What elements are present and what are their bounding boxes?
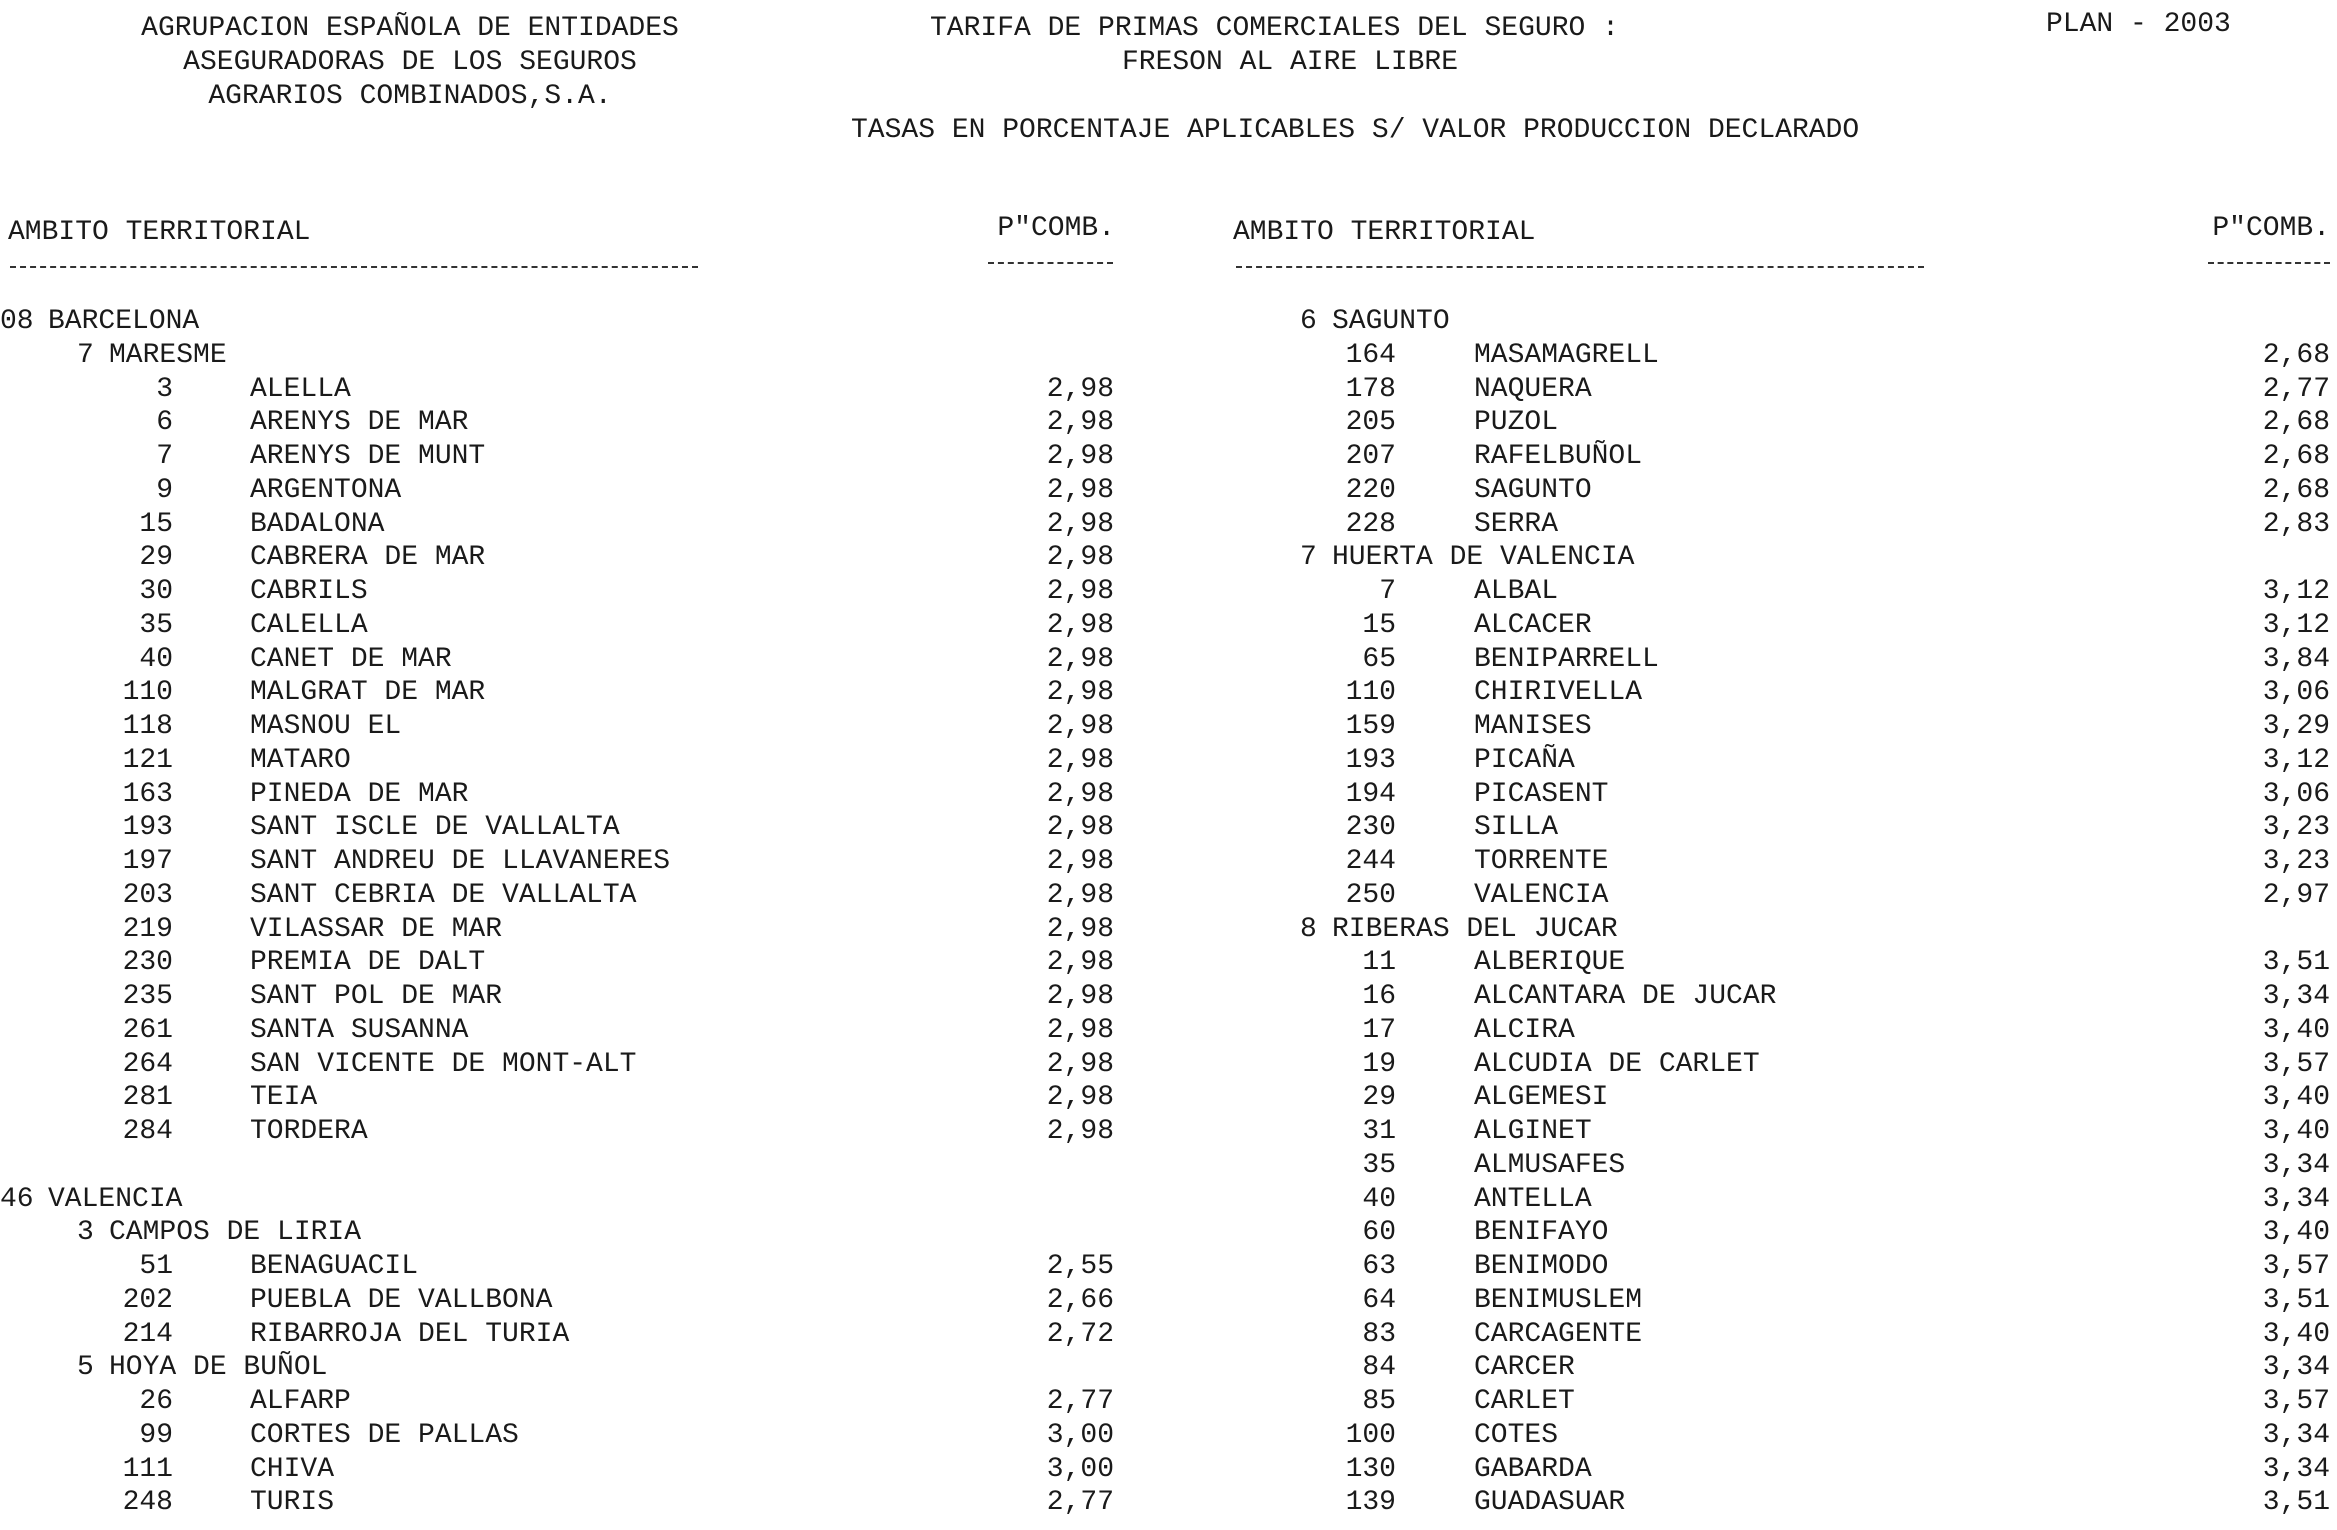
municipality-rate: 2,98 [1046, 542, 1114, 574]
municipality-rate: 3,57 [2262, 1386, 2330, 1417]
municipality-code: 110 [122, 677, 173, 709]
province-code: 08 [0, 306, 34, 337]
comarca-code: 5 [77, 1352, 94, 1384]
municipality-name: BENIFAYO [1474, 1217, 1609, 1249]
municipality-code: 65 [1362, 643, 1396, 675]
municipality-name: PINEDA DE MAR [250, 778, 469, 810]
municipality-code: 284 [122, 1116, 173, 1147]
municipality-code: 220 [1345, 474, 1396, 506]
municipality-rate: 2,98 [1046, 711, 1114, 742]
municipality-name: SANT CEBRIA DE VALLALTA [250, 879, 637, 911]
municipality-name: BADALONA [250, 508, 385, 540]
municipality-name: SANT ISCLE DE VALLALTA [250, 812, 620, 844]
municipality-rate: 2,98 [1046, 1082, 1114, 1114]
municipality-code: 130 [1345, 1453, 1396, 1485]
municipality-code: 84 [1362, 1352, 1396, 1384]
plan-year: PLAN - 2003 [2046, 9, 2231, 40]
municipality-rate: 2,98 [1046, 508, 1114, 540]
municipality-name: VALENCIA [1474, 879, 1609, 911]
municipality-name: ARENYS DE MAR [250, 407, 469, 439]
municipality-rate: 2,97 [2262, 879, 2330, 911]
municipality-name: TORDERA [250, 1116, 368, 1147]
municipality-rate: 2,98 [1046, 576, 1114, 607]
municipality-code: 202 [122, 1284, 173, 1316]
municipality-rate: 3,57 [2262, 1048, 2330, 1080]
comarca-code: 8 [1300, 913, 1317, 945]
comarca-code: 6 [1300, 306, 1317, 337]
municipality-name: PUEBLA DE VALLBONA [250, 1284, 553, 1316]
municipality-name: MASAMAGRELL [1474, 339, 1659, 371]
municipality-name: TORRENTE [1474, 846, 1609, 877]
comarca-name: HUERTA DE VALENCIA [1332, 542, 1635, 574]
province-name: BARCELONA [48, 306, 200, 337]
municipality-rate: 2,68 [2262, 339, 2330, 371]
municipality-name: CALELLA [250, 609, 368, 641]
municipality-name: CARLET [1474, 1386, 1575, 1417]
municipality-code: 99 [139, 1419, 173, 1451]
municipality-code: 17 [1362, 1014, 1396, 1046]
municipality-code: 164 [1345, 339, 1396, 371]
municipality-name: CARCER [1474, 1352, 1575, 1384]
municipality-rate: 3,12 [2262, 744, 2330, 776]
municipality-name: PICASENT [1474, 778, 1609, 810]
municipality-name: ANTELLA [1474, 1183, 1592, 1215]
municipality-code: 29 [139, 542, 173, 574]
municipality-rate: 3,84 [2262, 643, 2330, 675]
municipality-rate: 3,00 [1046, 1419, 1114, 1451]
comarca-name: MARESME [109, 339, 227, 371]
municipality-rate: 2,68 [2262, 474, 2330, 506]
municipality-code: 3 [156, 373, 173, 405]
municipality-rate: 3,29 [2262, 711, 2330, 742]
municipality-name: ALGINET [1474, 1116, 1592, 1147]
municipality-name: ALCUDIA DE CARLET [1474, 1048, 1760, 1080]
comarca-name: SAGUNTO [1332, 306, 1450, 337]
municipality-name: CHIVA [250, 1453, 335, 1485]
municipality-rate: 2,98 [1046, 1014, 1114, 1046]
municipality-code: 40 [1362, 1183, 1396, 1215]
municipality-rate: 2,98 [1046, 441, 1114, 472]
municipality-code: 248 [122, 1487, 173, 1519]
municipality-name: SERRA [1474, 508, 1559, 540]
municipality-code: 7 [156, 441, 173, 472]
municipality-rate: 3,40 [2262, 1318, 2330, 1350]
municipality-code: 207 [1345, 441, 1396, 472]
municipality-code: 250 [1345, 879, 1396, 911]
municipality-name: NAQUERA [1474, 373, 1592, 405]
municipality-name: MASNOU EL [250, 711, 402, 742]
municipality-rate: 3,34 [2262, 1419, 2330, 1451]
municipality-code: 64 [1362, 1284, 1396, 1316]
comarca-name: RIBERAS DEL JUCAR [1332, 913, 1618, 945]
municipality-code: 40 [139, 643, 173, 675]
municipality-code: 214 [122, 1318, 173, 1350]
municipality-name: MATARO [250, 744, 351, 776]
municipality-rate: 3,40 [2262, 1014, 2330, 1046]
municipality-code: 203 [122, 879, 173, 911]
municipality-code: 26 [139, 1386, 173, 1417]
municipality-code: 230 [122, 947, 173, 979]
municipality-name: BENIMODO [1474, 1251, 1609, 1282]
comarca-code: 3 [77, 1217, 94, 1249]
municipality-rate: 3,51 [2262, 1487, 2330, 1519]
municipality-rate: 2,83 [2262, 508, 2330, 540]
municipality-rate: 2,98 [1046, 947, 1114, 979]
municipality-rate: 3,34 [2262, 1149, 2330, 1181]
municipality-code: 193 [122, 812, 173, 844]
document-title: TARIFA DE PRIMAS COMERCIALES DEL SEGURO : [930, 13, 1619, 44]
municipality-name: BENIMUSLEM [1474, 1284, 1643, 1316]
municipality-name: RIBARROJA DEL TURIA [250, 1318, 570, 1350]
municipality-code: 63 [1362, 1251, 1396, 1282]
municipality-code: 30 [139, 576, 173, 607]
municipality-code: 111 [122, 1453, 173, 1485]
municipality-code: 205 [1345, 407, 1396, 439]
municipality-name: ALMUSAFES [1474, 1149, 1626, 1181]
municipality-name: PUZOL [1474, 407, 1559, 439]
municipality-name: ALGEMESI [1474, 1082, 1609, 1114]
right-pcomb-rule [2208, 262, 2330, 264]
municipality-rate: 2,77 [1046, 1487, 1114, 1519]
municipality-name: ALCACER [1474, 609, 1592, 641]
municipality-rate: 3,34 [2262, 1183, 2330, 1215]
municipality-name: CHIRIVELLA [1474, 677, 1643, 709]
municipality-rate: 2,55 [1046, 1251, 1114, 1282]
left-col-header-pcomb: P"COMB. [997, 213, 1115, 244]
municipality-code: 7 [1379, 576, 1396, 607]
municipality-name: PICAÑA [1474, 744, 1575, 776]
municipality-code: 235 [122, 981, 173, 1012]
municipality-name: TEIA [250, 1082, 318, 1114]
municipality-rate: 3,12 [2262, 576, 2330, 607]
municipality-code: 6 [156, 407, 173, 439]
municipality-rate: 3,51 [2262, 1284, 2330, 1316]
municipality-rate: 2,66 [1046, 1284, 1114, 1316]
municipality-code: 193 [1345, 744, 1396, 776]
document-subtitle: TASAS EN PORCENTAJE APLICABLES S/ VALOR PRODUCCION DECLARADO [851, 115, 1860, 146]
municipality-code: 219 [122, 913, 173, 945]
municipality-rate: 3,06 [2262, 677, 2330, 709]
municipality-code: 121 [122, 744, 173, 776]
municipality-name: COTES [1474, 1419, 1559, 1451]
municipality-rate: 2,98 [1046, 643, 1114, 675]
municipality-rate: 3,40 [2262, 1217, 2330, 1249]
left-col-header-ambito: AMBITO TERRITORIAL [8, 217, 311, 248]
municipality-name: BENIPARRELL [1474, 643, 1659, 675]
municipality-rate: 2,98 [1046, 879, 1114, 911]
municipality-name: ARENYS DE MUNT [250, 441, 486, 472]
municipality-code: 264 [122, 1048, 173, 1080]
municipality-rate: 3,40 [2262, 1116, 2330, 1147]
municipality-rate: 3,23 [2262, 846, 2330, 877]
municipality-rate: 2,68 [2262, 407, 2330, 439]
municipality-name: RAFELBUÑOL [1474, 441, 1643, 472]
municipality-rate: 2,98 [1046, 1048, 1114, 1080]
municipality-rate: 2,98 [1046, 677, 1114, 709]
municipality-name: CARCAGENTE [1474, 1318, 1643, 1350]
municipality-code: 9 [156, 474, 173, 506]
comarca-name: CAMPOS DE LIRIA [109, 1217, 362, 1249]
municipality-name: CABRILS [250, 576, 368, 607]
municipality-name: SANTA SUSANNA [250, 1014, 469, 1046]
municipality-rate: 3,06 [2262, 778, 2330, 810]
municipality-code: 261 [122, 1014, 173, 1046]
municipality-name: GUADASUAR [1474, 1487, 1626, 1519]
municipality-code: 85 [1362, 1386, 1396, 1417]
org-name-line-3: AGRARIOS COMBINADOS,S.A. [208, 81, 612, 112]
municipality-rate: 2,77 [2262, 373, 2330, 405]
municipality-name: CANET DE MAR [250, 643, 452, 675]
right-col-header-pcomb: P"COMB. [2212, 213, 2330, 244]
org-name-line-2: ASEGURADORAS DE LOS SEGUROS [183, 47, 637, 78]
municipality-code: 197 [122, 846, 173, 877]
comarca-code: 7 [1300, 542, 1317, 574]
crop-name: FRESON AL AIRE LIBRE [1121, 47, 1459, 78]
municipality-name: SILLA [1474, 812, 1559, 844]
municipality-rate: 3,34 [2262, 981, 2330, 1012]
municipality-rate: 3,23 [2262, 812, 2330, 844]
municipality-code: 110 [1345, 677, 1396, 709]
municipality-rate: 3,57 [2262, 1251, 2330, 1282]
municipality-rate: 3,34 [2262, 1453, 2330, 1485]
municipality-code: 118 [122, 711, 173, 742]
municipality-name: PREMIA DE DALT [250, 947, 486, 979]
municipality-name: CABRERA DE MAR [250, 542, 486, 574]
municipality-code: 35 [139, 609, 173, 641]
province-name: VALENCIA [48, 1183, 183, 1215]
municipality-name: ALCANTARA DE JUCAR [1474, 981, 1777, 1012]
left-header-rule [10, 266, 698, 268]
municipality-rate: 2,98 [1046, 744, 1114, 776]
municipality-name: BENAGUACIL [250, 1251, 419, 1282]
municipality-code: 194 [1345, 778, 1396, 810]
municipality-rate: 2,98 [1046, 981, 1114, 1012]
municipality-name: GABARDA [1474, 1453, 1592, 1485]
left-pcomb-rule [988, 262, 1113, 264]
municipality-name: SANT POL DE MAR [250, 981, 503, 1012]
municipality-rate: 2,68 [2262, 441, 2330, 472]
municipality-code: 51 [139, 1251, 173, 1282]
municipality-rate: 3,40 [2262, 1082, 2330, 1114]
municipality-name: CORTES DE PALLAS [250, 1419, 519, 1451]
municipality-code: 15 [139, 508, 173, 540]
municipality-name: ARGENTONA [250, 474, 402, 506]
municipality-rate: 2,72 [1046, 1318, 1114, 1350]
municipality-code: 244 [1345, 846, 1396, 877]
municipality-code: 100 [1345, 1419, 1396, 1451]
municipality-rate: 2,98 [1046, 913, 1114, 945]
province-code: 46 [0, 1183, 34, 1215]
municipality-code: 15 [1362, 609, 1396, 641]
municipality-code: 178 [1345, 373, 1396, 405]
municipality-code: 19 [1362, 1048, 1396, 1080]
comarca-name: HOYA DE BUÑOL [109, 1352, 328, 1384]
municipality-rate: 3,12 [2262, 609, 2330, 641]
municipality-code: 228 [1345, 508, 1396, 540]
municipality-code: 11 [1362, 947, 1396, 979]
municipality-name: TURIS [250, 1487, 335, 1519]
municipality-name: MALGRAT DE MAR [250, 677, 486, 709]
municipality-rate: 2,77 [1046, 1386, 1114, 1417]
municipality-name: SANT ANDREU DE LLAVANERES [250, 846, 671, 877]
municipality-name: ALELLA [250, 373, 351, 405]
municipality-rate: 2,98 [1046, 407, 1114, 439]
municipality-rate: 2,98 [1046, 1116, 1114, 1147]
municipality-code: 230 [1345, 812, 1396, 844]
comarca-code: 7 [77, 339, 94, 371]
municipality-code: 139 [1345, 1487, 1396, 1519]
municipality-code: 31 [1362, 1116, 1396, 1147]
municipality-rate: 2,98 [1046, 474, 1114, 506]
municipality-rate: 3,00 [1046, 1453, 1114, 1485]
municipality-rate: 2,98 [1046, 778, 1114, 810]
municipality-name: MANISES [1474, 711, 1592, 742]
municipality-name: ALFARP [250, 1386, 351, 1417]
municipality-code: 16 [1362, 981, 1396, 1012]
municipality-code: 163 [122, 778, 173, 810]
municipality-name: ALBERIQUE [1474, 947, 1626, 979]
municipality-name: SAN VICENTE DE MONT-ALT [250, 1048, 637, 1080]
municipality-rate: 2,98 [1046, 373, 1114, 405]
municipality-code: 35 [1362, 1149, 1396, 1181]
municipality-name: ALCIRA [1474, 1014, 1575, 1046]
municipality-name: ALBAL [1474, 576, 1559, 607]
municipality-rate: 2,98 [1046, 609, 1114, 641]
municipality-code: 29 [1362, 1082, 1396, 1114]
municipality-code: 83 [1362, 1318, 1396, 1350]
municipality-code: 159 [1345, 711, 1396, 742]
municipality-rate: 3,51 [2262, 947, 2330, 979]
municipality-name: VILASSAR DE MAR [250, 913, 503, 945]
municipality-code: 281 [122, 1082, 173, 1114]
municipality-rate: 3,34 [2262, 1352, 2330, 1384]
org-name-line-1: AGRUPACION ESPAÑOLA DE ENTIDADES [141, 13, 679, 44]
right-col-header-ambito: AMBITO TERRITORIAL [1233, 217, 1536, 248]
municipality-rate: 2,98 [1046, 846, 1114, 877]
municipality-rate: 2,98 [1046, 812, 1114, 844]
municipality-name: SAGUNTO [1474, 474, 1592, 506]
right-header-rule [1236, 266, 1924, 268]
municipality-code: 60 [1362, 1217, 1396, 1249]
